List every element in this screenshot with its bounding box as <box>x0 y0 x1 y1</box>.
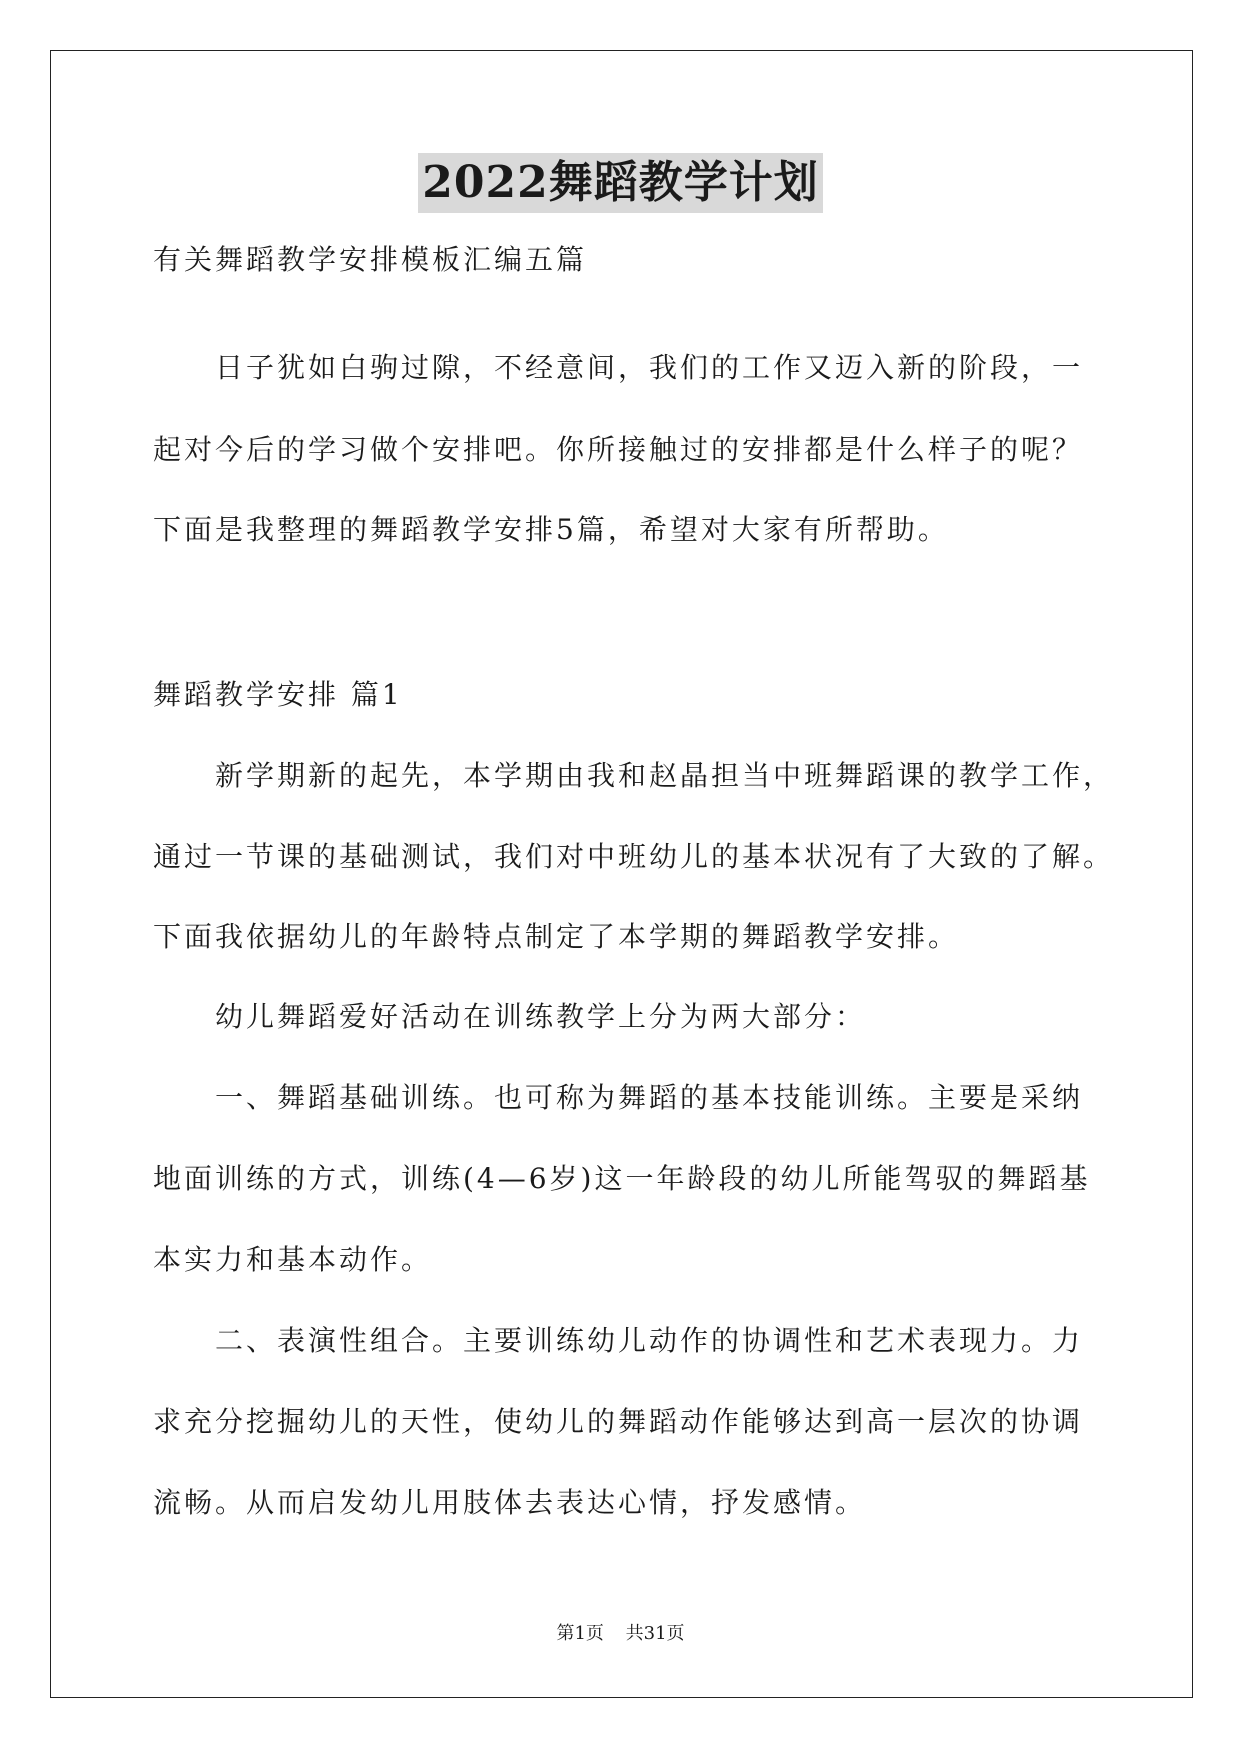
body-line-7: 本实力和基本动作。 <box>153 1243 433 1276</box>
body-line-2: 通过一节课的基础测试，我们对中班幼儿的基本状况有了大致的了解。 <box>153 840 1115 873</box>
document-subtitle: 有关舞蹈教学安排模板汇编五篇 <box>153 243 588 276</box>
page-footer <box>0 1622 1241 1646</box>
body-line-10: 流畅。从而启发幼儿用肢体去表达心情，抒发感情。 <box>153 1486 867 1519</box>
body-line-9: 求充分挖掘幼儿的天性，使幼儿的舞蹈动作能够达到高一层次的协调 <box>153 1405 1084 1438</box>
section-heading: 舞蹈教学安排 篇1 <box>153 678 403 711</box>
page-number-current: 第1页 <box>556 1623 604 1644</box>
title-container <box>0 153 1241 213</box>
document-title: 2022舞蹈教学计划 <box>418 153 822 213</box>
intro-line-2: 起对今后的学习做个安排吧。你所接触过的安排都是什么样子的呢？ <box>153 433 1084 466</box>
intro-line-1: 日子犹如白驹过隙，不经意间，我们的工作又迈入新的阶段，一 <box>215 351 1084 384</box>
body-line-4: 幼儿舞蹈爱好活动在训练教学上分为两大部分： <box>215 1000 867 1033</box>
body-line-3: 下面我依据幼儿的年龄特点制定了本学期的舞蹈教学安排。 <box>153 920 960 953</box>
intro-line-3: 下面是我整理的舞蹈教学安排5篇，希望对大家有所帮助。 <box>153 513 949 546</box>
body-line-6: 地面训练的方式，训练(4—6岁)这一年龄段的幼儿所能驾驭的舞蹈基 <box>153 1162 1091 1195</box>
body-line-1: 新学期新的起先，本学期由我和赵晶担当中班舞蹈课的教学工作， <box>215 759 1115 792</box>
body-line-8: 二、表演性组合。主要训练幼儿动作的协调性和艺术表现力。力 <box>215 1324 1084 1357</box>
body-line-5: 一、舞蹈基础训练。也可称为舞蹈的基本技能训练。主要是采纳 <box>215 1081 1084 1114</box>
page-number-total: 共31页 <box>625 1623 685 1644</box>
